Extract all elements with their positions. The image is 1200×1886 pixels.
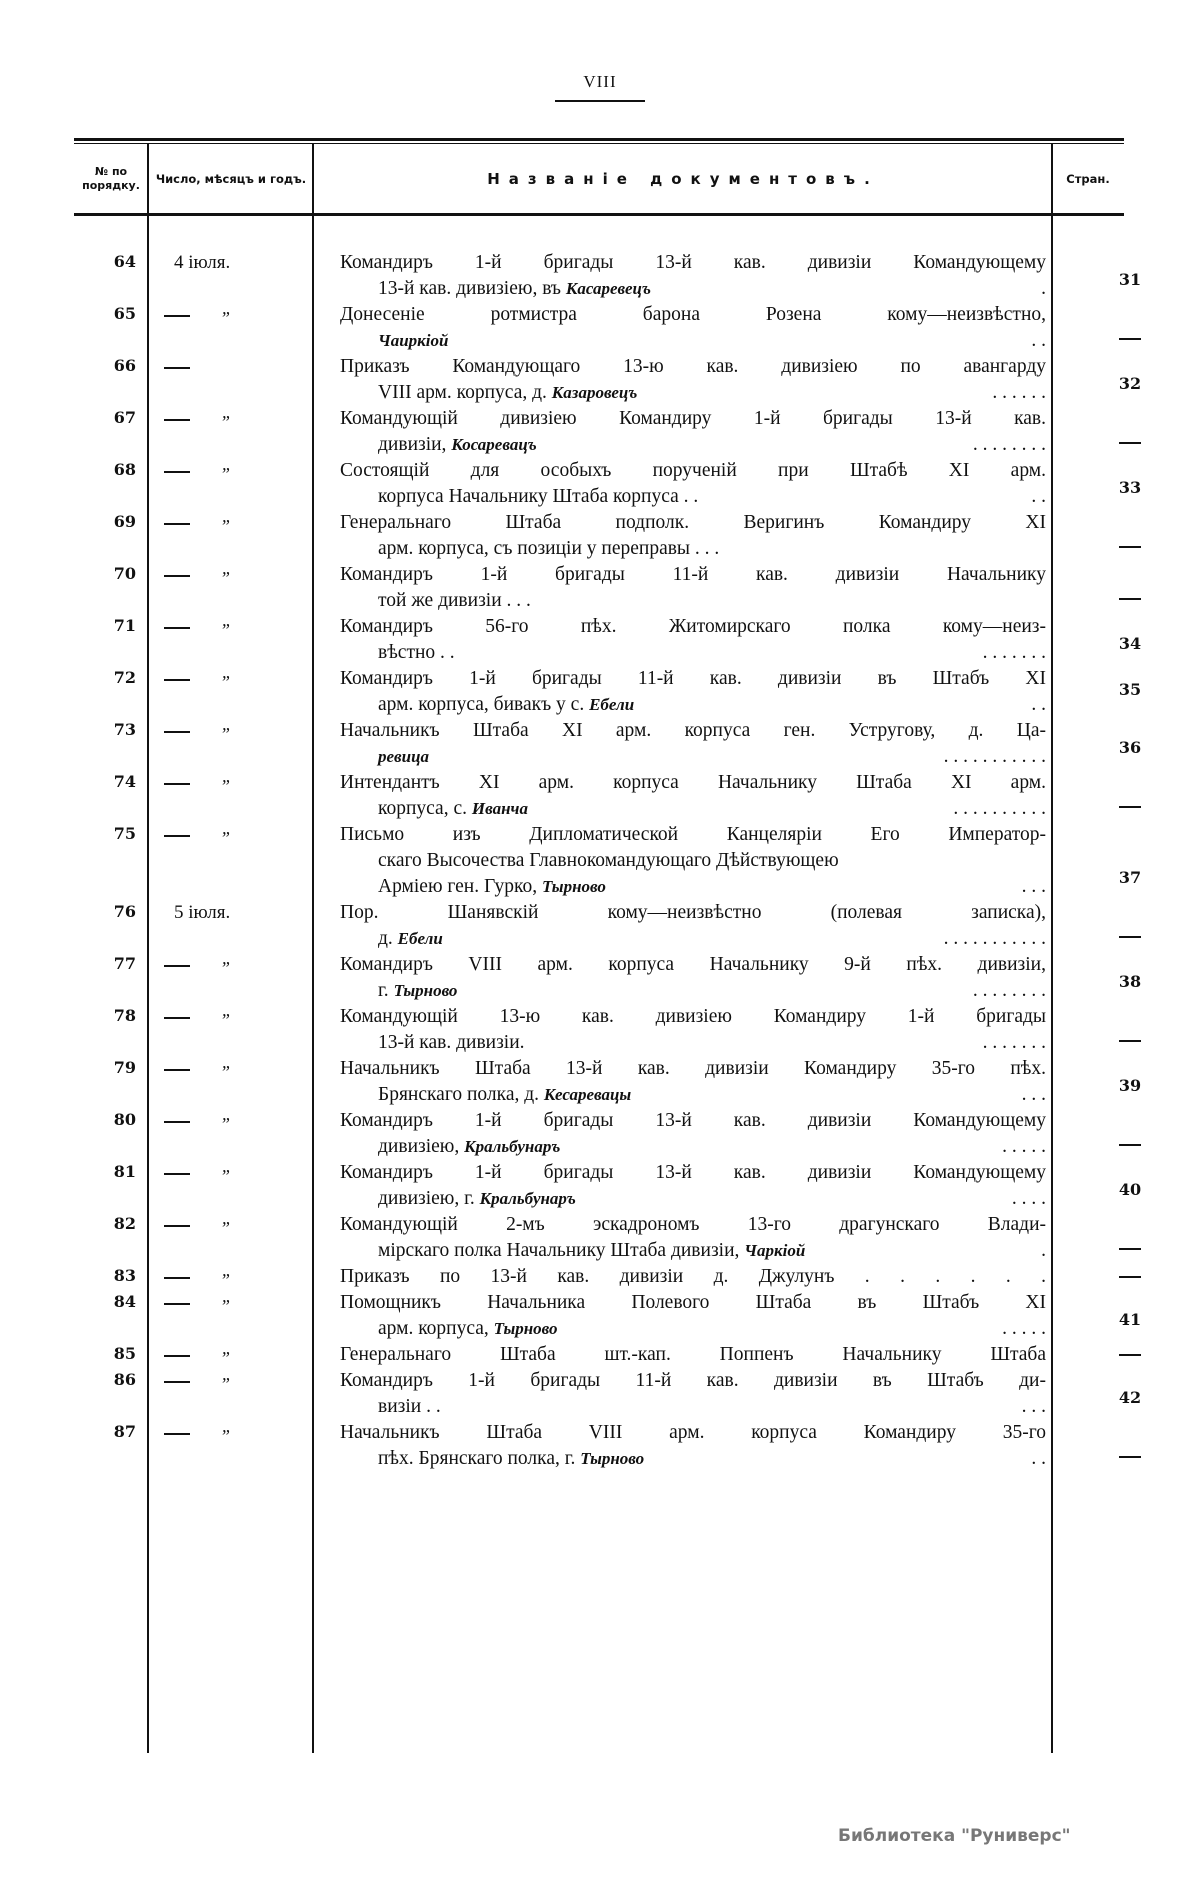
- row-number: 65: [113, 304, 136, 323]
- row-date: [164, 1292, 314, 1314]
- place-name: Ебели: [397, 929, 443, 948]
- row-number: 81: [113, 1162, 136, 1181]
- title-continuation: Арміею ген. Гурко, Тырново . . .: [340, 874, 1046, 900]
- page-reference: 34: [1118, 634, 1142, 653]
- row-date: [164, 1422, 314, 1444]
- same-page-dash: [1119, 598, 1141, 600]
- title-line: Генеральнаго Штаба подполк. Веригинъ Командиру XI: [340, 512, 1046, 533]
- place-name: Иванча: [471, 799, 528, 818]
- row-date: [164, 304, 314, 326]
- title-line: Пор. Шанявскій кому—неизвѣстно (полевая записка),: [340, 902, 1046, 923]
- ditto-mark: ”: [220, 828, 231, 848]
- row-date: [164, 668, 314, 690]
- ditto-mark: ”: [220, 1270, 231, 1290]
- document-title: [340, 770, 1046, 822]
- header-page: Стран.: [1066, 172, 1110, 186]
- document-title: [340, 1004, 1046, 1056]
- document-title: [340, 822, 1046, 900]
- row-number: 67: [113, 408, 136, 427]
- row-number: 78: [113, 1006, 136, 1025]
- document-title: [340, 1212, 1046, 1264]
- page-reference: 39: [1118, 1076, 1142, 1095]
- page-reference: [1110, 1446, 1150, 1465]
- same-date-dash: [164, 1303, 190, 1305]
- row-date: [164, 1162, 314, 1184]
- same-date-dash: [164, 1355, 190, 1357]
- row-number: 71: [113, 616, 136, 635]
- ditto-mark: ”: [220, 776, 231, 796]
- document-title: [340, 354, 1046, 406]
- row-date: [164, 1266, 314, 1288]
- header-number: № по порядку.: [82, 165, 140, 192]
- header-document-title: Названіе документовъ.: [487, 170, 879, 188]
- page-reference: 41: [1118, 1310, 1142, 1329]
- same-page-dash: [1119, 1276, 1141, 1278]
- title-line: Командиръ 1-й бригады 13-й кав. дивизіи Командующему: [340, 1110, 1046, 1131]
- row-date: [164, 1344, 314, 1366]
- title-line: Приказъ по 13-й кав. дивизіи д. Джулунъ . . . . . .: [340, 1266, 1046, 1287]
- ditto-mark: ”: [220, 958, 231, 978]
- title-line: Командующій 2-мъ эскадрономъ 13-го драгунскаго Влади-: [340, 1214, 1046, 1235]
- ditto-mark: ”: [220, 1062, 231, 1082]
- page-reference: [1110, 1030, 1150, 1049]
- same-page-dash: [1119, 546, 1141, 548]
- same-page-dash: [1119, 806, 1141, 808]
- same-date-dash: [164, 419, 190, 421]
- row-date: [164, 1058, 314, 1080]
- place-name: ревица: [378, 747, 430, 766]
- ditto-mark: ”: [220, 672, 231, 692]
- document-title: [340, 1342, 1046, 1368]
- row-number: 79: [113, 1058, 136, 1077]
- page-number: VIII: [583, 72, 617, 91]
- row-number: 70: [113, 564, 136, 583]
- leader-dots: . .: [1031, 694, 1046, 715]
- row-number: 66: [113, 356, 136, 375]
- title-line: Командующій 13-ю кав. дивизіею Командиру 1-й бригады: [340, 1006, 1046, 1027]
- page-reference: [1110, 1134, 1150, 1153]
- page-reference: 42: [1118, 1388, 1142, 1407]
- same-date-dash: [164, 1433, 190, 1435]
- title-line: Командующій дивизіею Командиру 1-й бригады 13-й кав.: [340, 408, 1046, 429]
- document-title: [340, 952, 1046, 1004]
- document-title: [340, 406, 1046, 458]
- page-number-underline: [555, 100, 645, 102]
- document-title: [340, 1160, 1046, 1212]
- ditto-mark: ”: [220, 1296, 231, 1316]
- document-title: [340, 302, 1046, 354]
- document-title: [340, 510, 1046, 562]
- title-line: Командиръ 1-й бригады 11-й кав. дивизіи въ Штабъ XI: [340, 668, 1046, 689]
- title-line: Интендантъ XI арм. корпуса Начальнику Штаба XI арм.: [340, 772, 1046, 793]
- leader-dots: . .: [1031, 486, 1046, 507]
- place-name: Тырново: [493, 1319, 558, 1338]
- ditto-mark: ”: [220, 412, 231, 432]
- same-date-dash: [164, 1069, 190, 1071]
- ditto-mark: ”: [220, 620, 231, 640]
- row-date: [164, 1110, 314, 1132]
- same-date-dash: [164, 1277, 190, 1279]
- row-date: [164, 460, 314, 482]
- row-date: [164, 720, 314, 742]
- leader-dots: . . . .: [1011, 1188, 1046, 1209]
- leader-dots: . . . . . . . . . .: [953, 798, 1046, 819]
- row-date: [164, 824, 314, 846]
- same-page-dash: [1119, 1456, 1141, 1458]
- page-reference: [1110, 328, 1150, 347]
- same-date-dash: [164, 367, 190, 369]
- title-continuation: вѣстно . . . . . . . . .: [340, 640, 1046, 666]
- same-page-dash: [1119, 1248, 1141, 1250]
- leader-dots: . . . . . . .: [982, 642, 1046, 663]
- same-date-dash: [164, 679, 190, 681]
- title-continuation: дивизіею, г. Кральбунаръ . . . .: [340, 1186, 1046, 1212]
- row-date: [164, 1214, 314, 1236]
- row-number: 85: [113, 1344, 136, 1363]
- title-line: Командиръ 1-й бригады 11-й кав. дивизіи въ Штабъ ди-: [340, 1370, 1046, 1391]
- document-title: [340, 250, 1046, 302]
- same-date-dash: [164, 471, 190, 473]
- leader-dots: . .: [1031, 330, 1046, 351]
- place-name: Косаревацъ: [451, 435, 537, 454]
- leader-dots: . . .: [1021, 876, 1046, 897]
- title-continuation: арм. корпуса, Тырново . . . . .: [340, 1316, 1046, 1342]
- same-date-dash: [164, 1173, 190, 1175]
- leader-dots: . . . . . . .: [982, 1032, 1046, 1053]
- page-reference: 40: [1118, 1180, 1142, 1199]
- title-continuation: Брянскаго полка, д. Кесаревацы . . .: [340, 1082, 1046, 1108]
- column-divider-no-date: [147, 143, 149, 1753]
- ditto-mark: ”: [220, 516, 231, 536]
- row-number: 82: [113, 1214, 136, 1233]
- place-name: Чаркіой: [744, 1241, 806, 1260]
- document-title: [340, 1264, 1046, 1290]
- title-continuation: г. Тырново . . . . . . . .: [340, 978, 1046, 1004]
- ditto-mark: ”: [220, 1010, 231, 1030]
- header-date: Число, мѣсяцъ и годъ.: [155, 172, 307, 186]
- place-name: Тырново: [542, 877, 606, 896]
- document-title: [340, 1368, 1046, 1420]
- same-date-dash: [164, 1017, 190, 1019]
- title-line: Состоящій для особыхъ порученій при Штабѣ XI арм.: [340, 460, 1046, 481]
- row-number: 69: [113, 512, 136, 531]
- row-number: 80: [113, 1110, 136, 1129]
- row-date: [164, 356, 314, 378]
- document-title: [340, 1420, 1046, 1472]
- column-divider-date-title: [312, 143, 314, 1753]
- same-date-dash: [164, 1381, 190, 1383]
- row-date: [164, 1006, 314, 1028]
- ditto-mark: ”: [220, 1348, 231, 1368]
- title-line: Начальникъ Штаба VIII арм. корпуса Командиру 35-го: [340, 1422, 1046, 1443]
- title-continuation: визіи . . . . .: [340, 1394, 1046, 1420]
- place-name: Касаревецъ: [565, 279, 651, 298]
- leader-dots: . .: [1031, 1448, 1046, 1469]
- library-watermark: Библиотека "Руниверс": [838, 1826, 1071, 1846]
- page-reference: 35: [1118, 680, 1142, 699]
- same-date-dash: [164, 965, 190, 967]
- table-header-bottom-rule: [74, 213, 1124, 216]
- row-number: 64: [113, 252, 136, 271]
- document-title: [340, 1056, 1046, 1108]
- title-continuation: 13-й кав. дивизіи. . . . . . . .: [340, 1030, 1046, 1056]
- page-reference: 38: [1118, 972, 1142, 991]
- row-number: 83: [113, 1266, 136, 1285]
- title-continuation: дивизіею, Кральбунаръ . . . . .: [340, 1134, 1046, 1160]
- ditto-mark: ”: [220, 464, 231, 484]
- same-date-dash: [164, 315, 190, 317]
- same-page-dash: [1119, 936, 1141, 938]
- title-line: Командиръ VIII арм. корпуса Начальнику 9-й пѣх. дивизіи,: [340, 954, 1046, 975]
- row-number: 73: [113, 720, 136, 739]
- same-date-dash: [164, 627, 190, 629]
- same-page-dash: [1119, 1040, 1141, 1042]
- leader-dots: . . . . .: [1002, 1318, 1046, 1339]
- place-name: Кральбунаръ: [464, 1137, 561, 1156]
- page-reference: [1110, 588, 1150, 607]
- page-reference: [1110, 1238, 1150, 1257]
- page-reference: [1110, 1266, 1150, 1285]
- ditto-mark: ”: [220, 568, 231, 588]
- row-number: 84: [113, 1292, 136, 1311]
- row-number: 72: [113, 668, 136, 687]
- place-name: Кральбунаръ: [479, 1189, 576, 1208]
- title-line: Помощникъ Начальника Полевого Штаба въ Штабъ XI: [340, 1292, 1046, 1313]
- document-title: [340, 718, 1046, 770]
- place-name: Ебели: [589, 695, 635, 714]
- title-continuation: [340, 328, 1046, 354]
- date-text: 4 іюля.: [174, 252, 231, 273]
- row-number: 76: [113, 902, 136, 921]
- title-continuation: дивизіи, Косаревацъ . . . . . . . .: [340, 432, 1046, 458]
- column-divider-title-page: [1051, 143, 1053, 1753]
- same-date-dash: [164, 731, 190, 733]
- same-date-dash: [164, 783, 190, 785]
- title-continuation: арм. корпуса, съ позиціи у переправы . . .: [378, 538, 720, 559]
- ditto-mark: ”: [220, 1114, 231, 1134]
- document-title: [340, 562, 1046, 614]
- leader-dots: . . . . . . . . . . .: [943, 928, 1046, 949]
- row-date: [174, 902, 324, 924]
- leader-dots: . . .: [1021, 1084, 1046, 1105]
- title-continuation: пѣх. Брянскаго полка, г. Тырново . .: [340, 1446, 1046, 1472]
- leader-dots: .: [1041, 278, 1046, 299]
- title-continuation: д. Ебели . . . . . . . . . . .: [340, 926, 1046, 952]
- place-name: Казаровецъ: [551, 383, 638, 402]
- row-date: [164, 954, 314, 976]
- ditto-mark: ”: [220, 1426, 231, 1446]
- row-date: [164, 564, 314, 586]
- leader-dots: .: [1041, 1240, 1046, 1261]
- same-page-dash: [1119, 442, 1141, 444]
- leader-dots: . . . . . . . .: [972, 434, 1046, 455]
- page-reference: [1110, 1344, 1150, 1363]
- row-date: [164, 616, 314, 638]
- row-date: [174, 252, 324, 274]
- row-number: 86: [113, 1370, 136, 1389]
- same-date-dash: [164, 523, 190, 525]
- page-reference: [1110, 796, 1150, 815]
- page-reference: 36: [1118, 738, 1142, 757]
- title-continuation: корпуса, с. Иванча . . . . . . . . . .: [340, 796, 1046, 822]
- same-date-dash: [164, 835, 190, 837]
- title-line: Командиръ 1-й бригады 13-й кав. дивизіи Командующему: [340, 252, 1046, 273]
- row-number: 74: [113, 772, 136, 791]
- same-page-dash: [1119, 1144, 1141, 1146]
- row-date: [164, 772, 314, 794]
- title-line: Командиръ 1-й бригады 13-й кав. дивизіи Командующему: [340, 1162, 1046, 1183]
- same-date-dash: [164, 575, 190, 577]
- same-page-dash: [1119, 1354, 1141, 1356]
- document-title: [340, 666, 1046, 718]
- leader-dots: . . . . . . . . . . .: [943, 746, 1046, 767]
- title-line: Начальникъ Штаба XI арм. корпуса ген. Устругову, д. Ца-: [340, 720, 1046, 741]
- title-continuation: [340, 744, 1046, 770]
- page-reference: 32: [1118, 374, 1142, 393]
- title-line: Донесеніе ротмистра барона Розена кому—неизвѣстно,: [340, 304, 1046, 325]
- place-name: Тырново: [580, 1449, 645, 1468]
- page-reference: [1110, 536, 1150, 555]
- page-reference: 31: [1118, 270, 1142, 289]
- place-name: Чаиркіой: [378, 331, 449, 350]
- page-reference: 37: [1118, 868, 1142, 887]
- leader-dots: . . . . .: [1002, 1136, 1046, 1157]
- title-line: Командиръ 1-й бригады 11-й кав. дивизіи Начальнику: [340, 564, 1046, 585]
- ditto-mark: ”: [220, 1374, 231, 1394]
- document-title: [340, 1108, 1046, 1160]
- leader-dots: . . . . . .: [992, 382, 1046, 403]
- document-title: [340, 1290, 1046, 1342]
- place-name: Кесаревацы: [543, 1085, 632, 1104]
- table-top-rule-thin: [74, 143, 1124, 144]
- ditto-mark: ”: [220, 1218, 231, 1238]
- title-continuation: арм. корпуса, бивакъ у с. Ебели . .: [340, 692, 1046, 718]
- page-reference: [1110, 926, 1150, 945]
- title-line: Командиръ 56-го пѣх. Житомирскаго полка кому—неиз-: [340, 616, 1046, 637]
- same-date-dash: [164, 1225, 190, 1227]
- document-title: [340, 458, 1046, 510]
- row-number: 77: [113, 954, 136, 973]
- ditto-mark: ”: [220, 724, 231, 744]
- title-continuation: корпуса Начальнику Штаба корпуса . . . .: [340, 484, 1046, 510]
- document-title: [340, 614, 1046, 666]
- row-number: 75: [113, 824, 136, 843]
- same-date-dash: [164, 1121, 190, 1123]
- row-date: [164, 1370, 314, 1392]
- title-line: Приказъ Командующаго 13-ю кав. дивизіею по авангарду: [340, 356, 1046, 377]
- same-page-dash: [1119, 338, 1141, 340]
- document-title: [340, 900, 1046, 952]
- place-name: Тырново: [393, 981, 458, 1000]
- title-continuation: той же дивизіи . . .: [378, 590, 531, 611]
- date-text: 5 іюля.: [174, 902, 231, 923]
- title-continuation: скаго Высочества Главнокомандующаго Дѣйствующею: [378, 850, 839, 871]
- ditto-mark: ”: [220, 308, 231, 328]
- title-line: Начальникъ Штаба 13-й кав. дивизіи Командиру 35-го пѣх.: [340, 1058, 1046, 1079]
- leader-dots: . . .: [1021, 1396, 1046, 1417]
- page-reference: 33: [1118, 478, 1142, 497]
- row-number: 68: [113, 460, 136, 479]
- title-continuation: VIII арм. корпуса, д. Казаровецъ . . . . . .: [340, 380, 1046, 406]
- ditto-mark: ”: [220, 1166, 231, 1186]
- title-line: Генеральнаго Штаба шт.-кап. Поппенъ Начальнику Штаба: [340, 1344, 1046, 1365]
- row-number: 87: [113, 1422, 136, 1441]
- row-date: [164, 512, 314, 534]
- table-top-rule: [74, 138, 1124, 141]
- page-reference: [1110, 432, 1150, 451]
- title-continuation: 13-й кав. дивизіею, въ Касаревецъ .: [340, 276, 1046, 302]
- title-continuation: мірскаго полка Начальнику Штаба дивизіи, Чаркіой .: [340, 1238, 1046, 1264]
- leader-dots: . . . . . . . .: [972, 980, 1046, 1001]
- row-date: [164, 408, 314, 430]
- title-line: Письмо изъ Дипломатической Канцеляріи Его Император-: [340, 824, 1046, 845]
